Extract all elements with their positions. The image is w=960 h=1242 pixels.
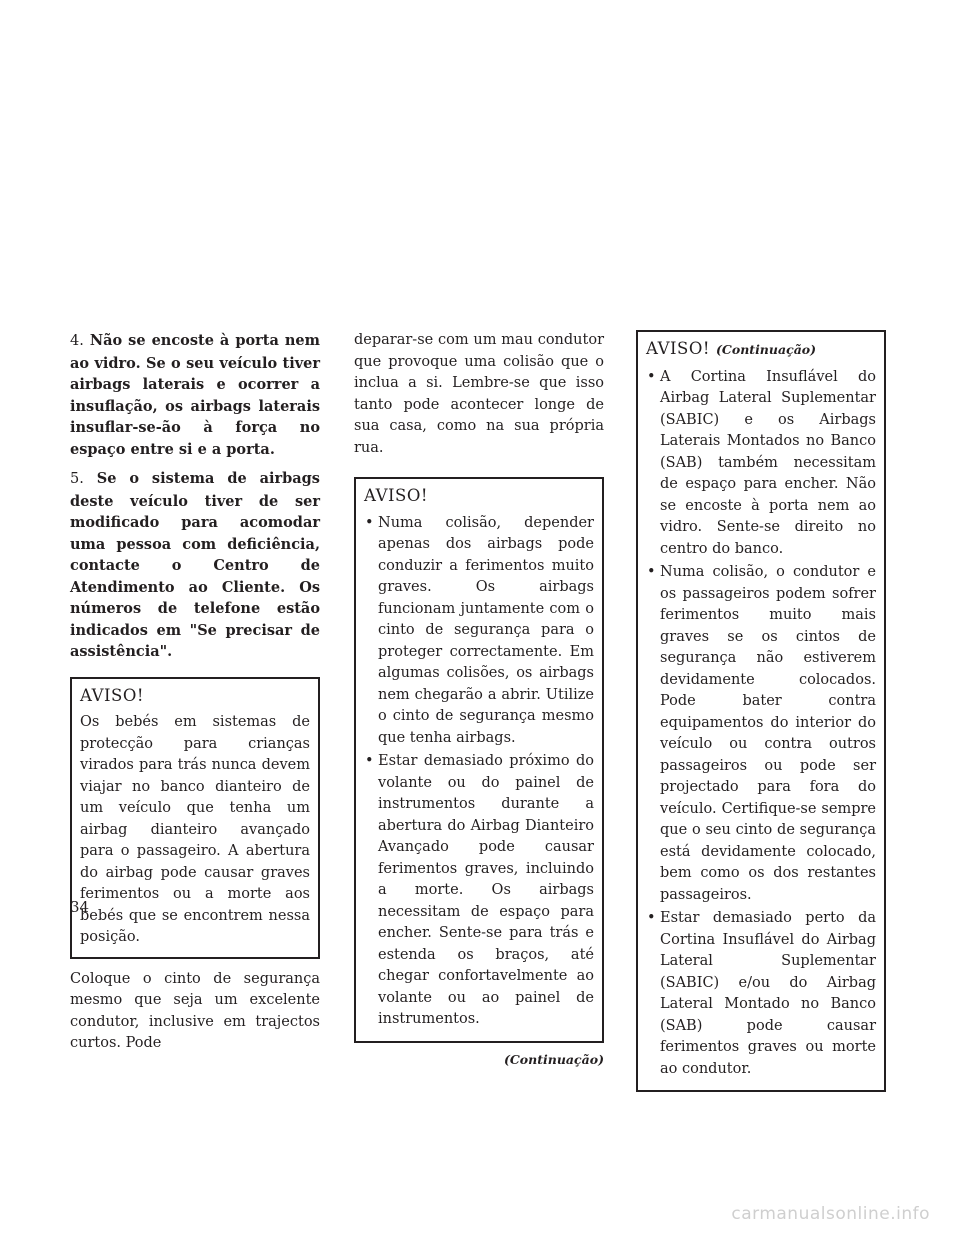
continued-note: (Continuação) <box>716 342 817 357</box>
warning-header <box>646 338 876 361</box>
item-number: 4. <box>70 333 84 349</box>
warning-text: Os bebés em sistemas de protecção para crianças virados para trás nunca devem viajar no banco dianteiro de um veículo que tenha um airbag dianteiro avançado para o passageiro. A abertura do airbag pode causar graves ferimentos ou a morte aos bebés que se encontrem nessa posição. <box>80 714 310 945</box>
warning-title: AVISO! <box>80 685 144 705</box>
warning-bullet: • Estar demasiado próximo do volante ou do painel de instrumentos durante a abertura do Airbag Dianteiro Avançado pode causar ferimentos graves, incluindo a morte. Os airbags necessitam de espaço para encher. Sente-se para trás e estenda os braços, até chegar confortavelmente ao volante ou ao painel de instrumentos. <box>364 751 594 1031</box>
item-number: 5. <box>70 471 84 487</box>
warning-box <box>354 477 604 1043</box>
warning-list <box>364 513 594 1031</box>
page-number: 34 <box>70 898 90 916</box>
instruction-item-5 <box>70 468 320 663</box>
watermark: carmanualsonline.info <box>731 1204 930 1224</box>
warning-title: AVISO! <box>646 339 710 358</box>
continued-note: (Continuação) <box>503 1051 604 1067</box>
body-paragraph: deparar-se com um mau condutor que provoque uma colisão que o inclua a si. Lembre-se que isso tanto pode acontecer longe de sua casa, como na sua própria rua. <box>354 332 604 456</box>
warning-bullet: • A Cortina Insuflável do Airbag Lateral Suplementar (SABIC) e os Airbags Laterais Montados no Banco (SAB) também necessitam de espaço para encher. Não se encoste à porta nem ao vidro. Sente-se direito no centro do banco. <box>646 367 876 561</box>
column-right <box>636 330 886 1092</box>
warning-bullet: • Numa colisão, depender apenas dos airbags pode conduzir a ferimentos muito graves. Os airbags funcionam juntamente com o cinto de segurança para o proteger correctamente. Em algumas colisões, os airbags nem chegarão a abrir. Utilize o cinto de segurança mesmo que tenha airbags. <box>364 513 594 750</box>
warning-bullet: • Estar demasiado perto da Cortina Insuflável do Airbag Lateral Suplementar (SABIC) e/ou do Airbag Lateral Montado no Banco (SAB) pode causar ferimentos graves ou morte ao condutor. <box>646 908 876 1080</box>
column-middle <box>354 330 604 1070</box>
column-left <box>70 330 320 1055</box>
body-paragraph: Coloque o cinto de segurança mesmo que seja um excelente condutor, inclusive em trajectos curtos. Pode <box>70 970 320 1051</box>
item-text: Não se encoste à porta nem ao vidro. Se o seu veículo tiver airbags laterais e ocorrer a insuflação, os airbags laterais insuflar-se-ão à força no espaço entre si e a porta. <box>70 332 320 458</box>
warning-title: AVISO! <box>364 486 428 505</box>
warning-box <box>636 330 886 1092</box>
warning-bullet: • Numa colisão, o condutor e os passageiros podem sofrer ferimentos muito mais graves se os cintos de segurança não estiverem devidamente colocados. Pode bater contra equipamentos do interior do veículo ou contra outros passageiros ou pode ser projectado para fora do veículo. Certifique-se sempre que o seu cinto de segurança está devidamente colocado, bem como os dos restantes passageiros. <box>646 562 876 906</box>
warning-list <box>646 367 876 1081</box>
item-text: Se o sistema de airbags deste veículo tiver de ser modificado para acomodar uma pessoa com deficiência, contacte o Centro de Atendimento ao Cliente. Os números de telefone estão indicados em "Se precisar de assistência". <box>70 470 320 660</box>
warning-box <box>70 677 320 959</box>
instruction-item-4 <box>70 330 320 460</box>
